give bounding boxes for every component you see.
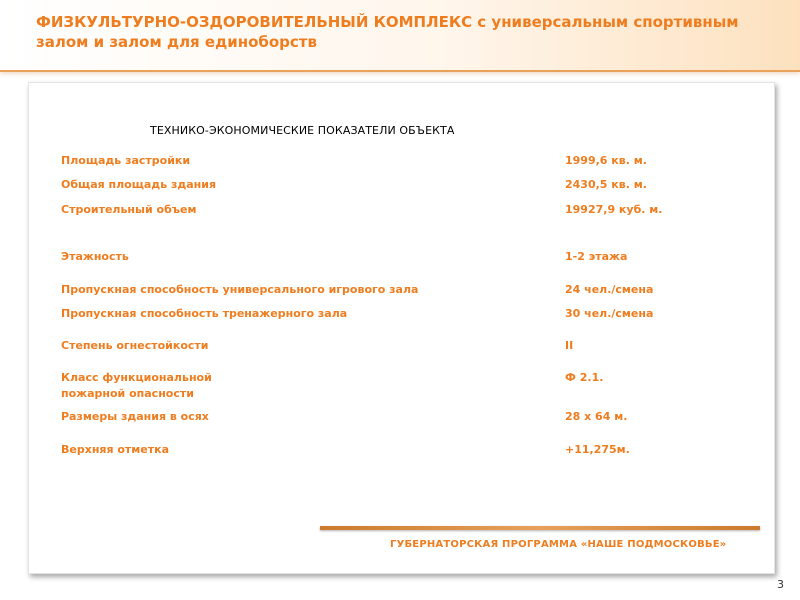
indicator-label: Размеры здания в осях	[61, 410, 209, 423]
indicator-label: Строительный объем	[61, 203, 197, 216]
indicator-value: 2430,5 кв. м.	[565, 178, 647, 191]
indicator-value: 19927,9 куб. м.	[565, 203, 663, 216]
indicator-value: 1-2 этажа	[565, 250, 628, 263]
footer-divider	[320, 526, 760, 530]
indicator-label: Пропускная способность универсального игрового зала	[61, 283, 419, 296]
indicator-value: 24 чел./смена	[565, 283, 654, 296]
indicator-value: +11,275м.	[565, 443, 630, 456]
slide-title: ФИЗКУЛЬТУРНО-ОЗДОРОВИТЕЛЬНЫЙ КОМПЛЕКС с универсальным спортивным залом и залом для единоборств	[36, 13, 739, 51]
footer-program-label: ГУБЕРНАТОРСКАЯ ПРОГРАММА «НАШЕ ПОДМОСКОВЬЕ»	[390, 539, 727, 550]
section-title: ТЕХНИКО-ЭКОНОМИЧЕСКИЕ ПОКАЗАТЕЛИ ОБЪЕКТА	[150, 124, 455, 137]
indicator-label: Этажность	[61, 250, 129, 263]
indicator-value: II	[565, 339, 574, 352]
indicator-label: Верхняя отметка	[61, 443, 170, 456]
indicator-label-line2: пожарной опасности	[61, 387, 194, 400]
indicator-value: 30 чел./смена	[565, 307, 654, 320]
indicator-value: 1999,6 кв. м.	[565, 154, 647, 167]
indicator-label: Класс функциональной	[61, 371, 212, 384]
indicator-value: 28 х 64 м.	[565, 410, 628, 423]
indicator-label: Общая площадь здания	[61, 178, 217, 191]
indicator-label: Степень огнестойкости	[61, 339, 209, 352]
slide-header	[0, 0, 800, 72]
indicator-label: Площадь застройки	[61, 154, 191, 167]
indicator-label: Пропускная способность тренажерного зала	[61, 307, 348, 320]
page-number: 3	[777, 578, 784, 591]
indicator-value: Ф 2.1.	[565, 371, 604, 384]
